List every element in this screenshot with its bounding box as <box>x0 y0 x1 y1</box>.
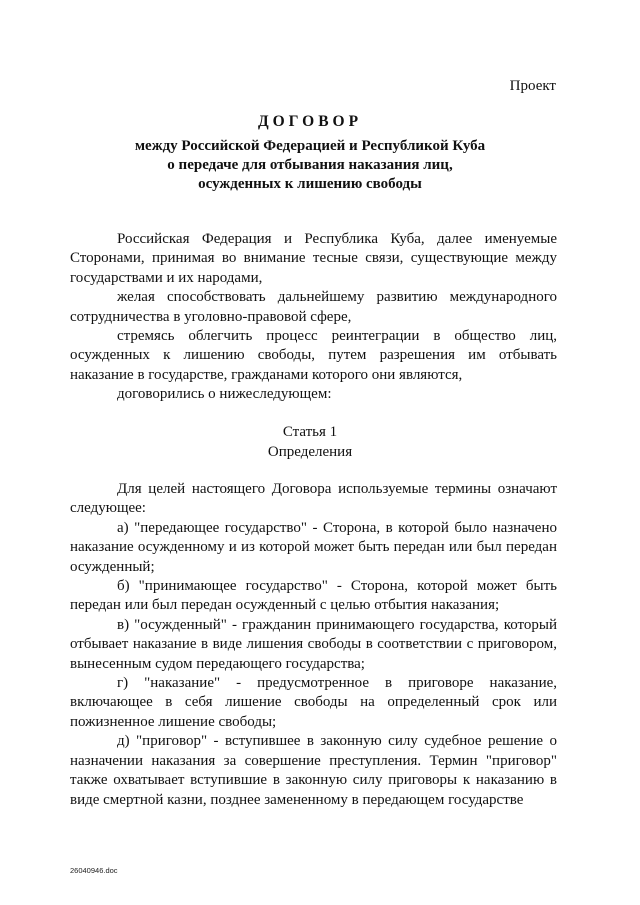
definition-paragraph: б) "принимающее государство" - Сторона, которой может быть передан или был передан осужденный с целью отбытия наказания; <box>70 578 557 614</box>
subtitle-line: осужденных к лишению свободы <box>198 176 422 192</box>
article-heading <box>60 422 560 462</box>
file-name-footer: 26040946.doc <box>70 866 118 875</box>
preamble <box>70 230 557 405</box>
article-title: Определения <box>267 444 353 460</box>
draft-label: Проект <box>509 78 556 94</box>
definitions <box>70 480 557 810</box>
document-title: ДОГОВОР <box>257 113 363 130</box>
subtitle-line: о передаче для отбывания наказания лиц, <box>167 157 453 173</box>
definition-paragraph: д) "приговор" - вступившее в законную силу судебное решение о назначении наказания за совершение преступления. Термин "приговор" также охватывает вступившие в законную силу приговоры к наказанию в виде смертной казни, позднее замененному в передающем государстве <box>70 733 557 808</box>
preamble-paragraph: договорились о нижеследующем: <box>117 386 332 403</box>
subtitle-line: между Российской Федерацией и Республикой Куба <box>134 138 486 154</box>
definition-paragraph: а) "передающее государство" - Сторона, в которой было назначено наказание осужденному и из которой может быть передан или был передан осужденный; <box>70 519 557 575</box>
preamble-paragraph: желая способствовать дальнейшему развитию международного сотрудничества в уголовно-правовой сфере, <box>70 289 557 325</box>
preamble-paragraph: стремясь облегчить процесс реинтеграции в общество лиц, осужденных к лишению свободы, путем разрешения им отбывать наказание в государстве, гражданами которого они являются, <box>70 328 557 383</box>
preamble-paragraph: Российская Федерация и Республика Куба, далее именуемые Сторонами, принимая во внимание тесные связи, существующие между государствами и их народами, <box>70 231 557 286</box>
document-subtitle <box>60 137 560 194</box>
definition-paragraph: г) "наказание" - предусмотренное в приговоре наказание, включающее в себя лишение свободы на определенный срок или пожизненное лишение свободы; <box>70 675 557 730</box>
article-number: Статья 1 <box>282 424 338 440</box>
definition-paragraph: в) "осужденный" - гражданин принимающего государства, который отбывает наказание в виде лишения свободы в соответствии с приговором, вынесенным судом передающего государства; <box>70 616 557 672</box>
definition-paragraph: Для целей настоящего Договора используемые термины означают следующее: <box>70 481 557 517</box>
